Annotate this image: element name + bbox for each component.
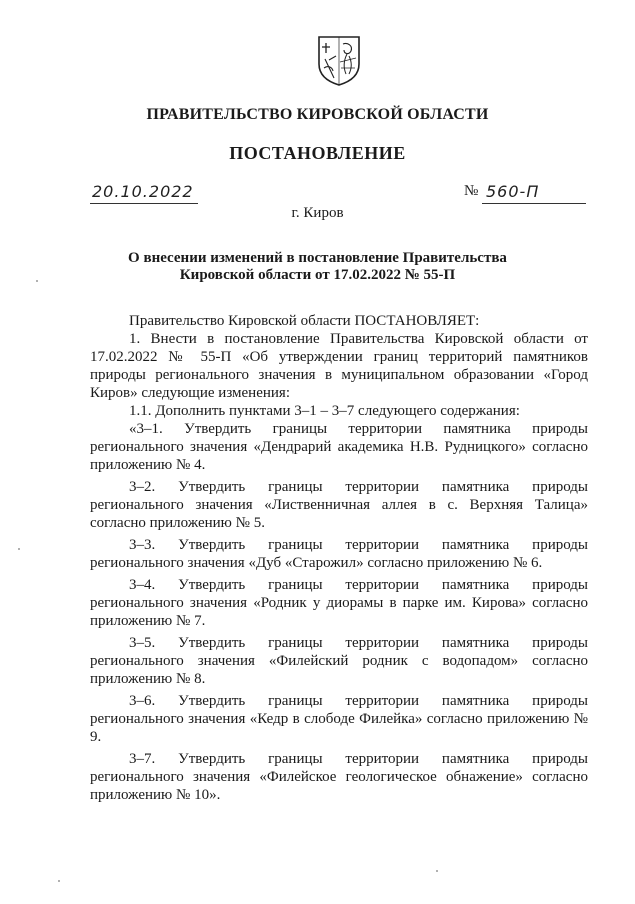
number-sign: № bbox=[464, 183, 479, 199]
paragraph-item-3-2: 3–2. Утвердить границы территории памятника природы регионального значения «Лиственничная аллея в с. Верхняя Талица» согласно приложению № 5. bbox=[90, 479, 588, 531]
paragraph-item-3-4: 3–4. Утвердить границы территории памятника природы регионального значения «Родник у диорамы в парке им. Кирова» согласно приложению № 7. bbox=[90, 577, 588, 629]
scan-speck bbox=[436, 870, 438, 872]
paragraph-item-3-7: 3–7. Утвердить границы территории памятника природы регионального значения «Филейское геологическое обнажение» согласно приложению № 10». bbox=[90, 751, 588, 803]
document-body bbox=[90, 312, 588, 804]
kirov-oblast-coat-of-arms-icon bbox=[316, 34, 362, 86]
date-underline bbox=[90, 203, 198, 204]
paragraph-item-3-1: «3–1. Утвердить границы территории памятника природы регионального значения «Дендрарий академика Н.В. Рудницкого» согласно приложению № 4. bbox=[90, 421, 588, 473]
document-subject bbox=[0, 250, 635, 284]
paragraph-item-3-3: 3–3. Утвердить границы территории памятника природы регионального значения «Дуб «Старожил» согласно приложению № 6. bbox=[90, 537, 588, 571]
paragraph-item-3-5: 3–5. Утвердить границы территории памятника природы регионального значения «Филейский родник с водопадом» согласно приложению № 8. bbox=[90, 635, 588, 687]
document-number: 560-П bbox=[486, 182, 540, 201]
document-date: 20.10.2022 bbox=[92, 182, 194, 201]
scan-speck bbox=[58, 880, 60, 882]
scan-speck bbox=[36, 280, 38, 282]
paragraph-item-1: 1. Внести в постановление Правительства Кировской области от 17.02.2022 № 55-П «Об утверждении границ территорий памятников природы регионального значения в муниципальном образовании «Город Киров» следующие изменения: bbox=[90, 331, 588, 401]
document-type-heading: ПОСТАНОВЛЕНИЕ bbox=[229, 143, 406, 163]
paragraph-resolves: Правительство Кировской области ПОСТАНОВЛЯЕТ: bbox=[129, 313, 480, 329]
government-title: ПРАВИТЕЛЬСТВО КИРОВСКОЙ ОБЛАСТИ bbox=[146, 106, 489, 123]
city-name: г. Киров bbox=[291, 205, 344, 221]
scan-speck bbox=[18, 548, 20, 550]
number-underline bbox=[482, 203, 586, 204]
subject-line-2: Кировской области от 17.02.2022 № 55-П bbox=[179, 267, 456, 283]
paragraph-item-1-1: 1.1. Дополнить пунктами 3–1 – 3–7 следующего содержания: bbox=[129, 403, 520, 419]
paragraph-item-3-6: 3–6. Утвердить границы территории памятника природы регионального значения «Кедр в слободе Филейка» согласно приложению № 9. bbox=[90, 693, 588, 745]
subject-line-1: О внесении изменений в постановление Правительства bbox=[128, 250, 507, 266]
